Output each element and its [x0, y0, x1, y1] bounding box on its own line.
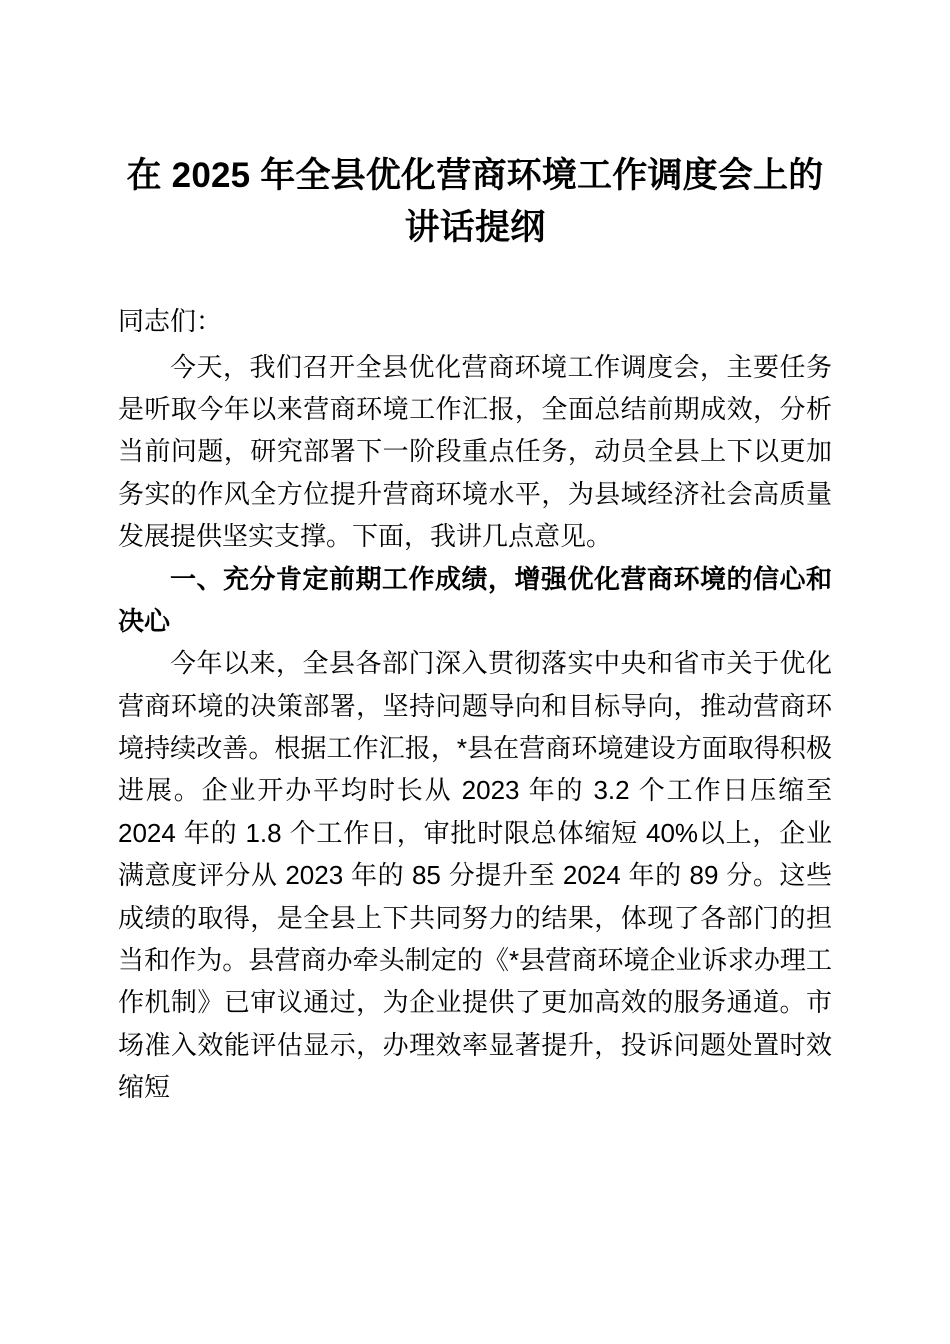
section-heading-one: 一、充分肯定前期工作成绩，增强优化营商环境的信心和决心 [118, 563, 832, 636]
paragraph-section-one-body: 今年以来，全县各部门深入贯彻落实中央和省市关于优化营商环境的决策部署，坚持问题导向和目标导向，推动营商环境持续改善。根据工作汇报，*县在营商环境建设方面取得积极进展。企业开办平均时长从 2023 年的 3.2 个工作日压缩至 2024 年的 1.8 个工作日，审批时限总体缩短 40%以上，企业满意度评分从 2023 年的 85 分提升至 2024 年的 89 分。这些成绩的取得，是全县上下共同努力的结果，体现了各部门的担当和作为。县营商办牵头制定的《*县营商环境企业诉求办理工作机制》已审议通过，为企业提供了更加高效的服务通道。市场准入效能评估显示，办理效率显著提升，投诉问题处置时效缩短 [118, 648, 832, 1103]
paragraph-intro: 今天，我们召开全县优化营商环境工作调度会，主要任务是听取今年以来营商环境工作汇报，全面总结前期成效，分析当前问题，研究部署下一阶段重点任务，动员全县上下以更加务实的作风全方位提升营商环境水平，为县域经济社会高质量发展提供坚实支撑。下面，我讲几点意见。 [118, 351, 832, 552]
salutation: 同志们： [118, 305, 223, 336]
document-title: 在 2025 年全县优化营商环境工作调度会上的讲话提纲 [126, 156, 824, 247]
